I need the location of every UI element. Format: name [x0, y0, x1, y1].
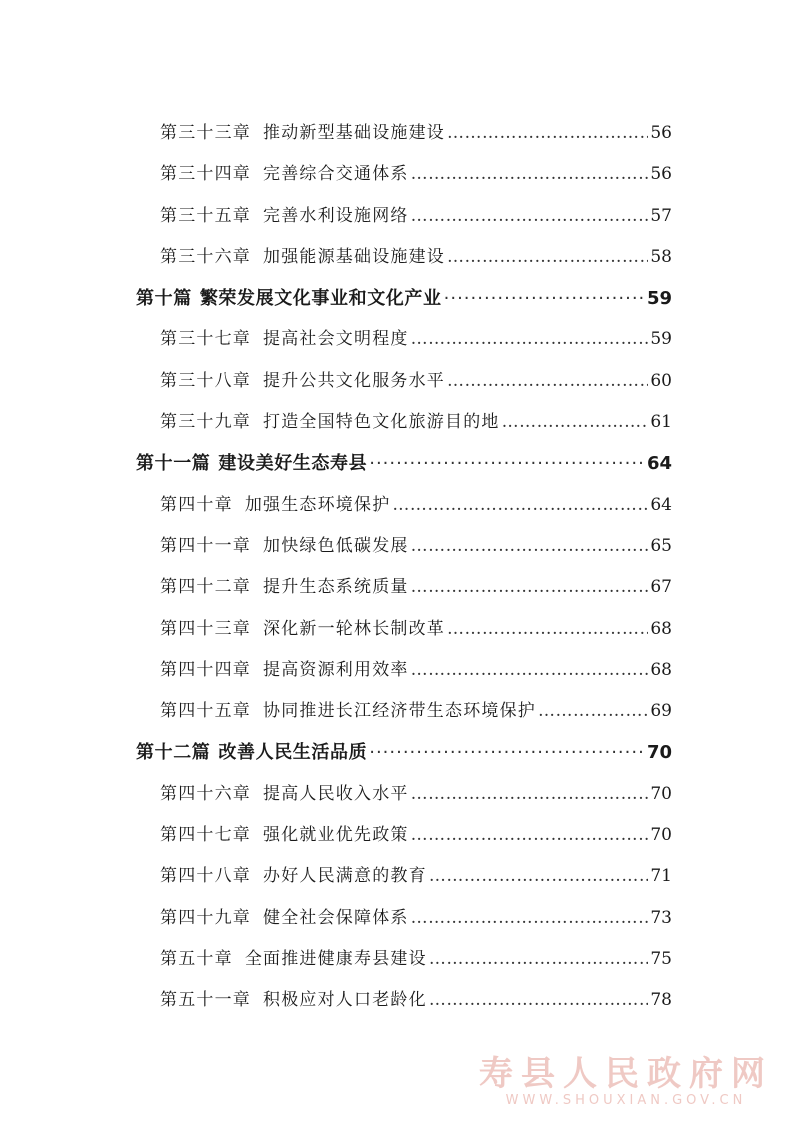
- toc-entry-title: 加强能源基础设施建设: [263, 246, 445, 267]
- toc-entry-title: 推动新型基础设施建设: [263, 123, 445, 143]
- toc-entry-number: 第四十五章: [160, 701, 251, 722]
- dot-leader: [411, 774, 649, 815]
- toc-chapter-entry: [0, 402, 672, 443]
- toc-entry-title: 完善综合交通体系: [263, 164, 409, 185]
- toc-chapter-entry: [0, 567, 672, 608]
- toc-chapter-entry: [0, 856, 672, 897]
- toc-entry-number: 第十二篇: [136, 742, 211, 764]
- toc-chapter-entry: [0, 113, 672, 154]
- toc-part-entry: [0, 278, 672, 319]
- toc-entry-number: 第三十五章: [160, 205, 251, 226]
- dot-leader: [369, 443, 645, 484]
- toc-entry-number: 第四十七章: [160, 825, 251, 846]
- dot-leader: [429, 856, 649, 897]
- toc-entry-number: 第三十七章: [160, 329, 251, 350]
- toc-entry-title: 深化新一轮林长制改革: [263, 618, 445, 639]
- toc-entry-title: 繁荣发展文化事业和文化产业: [199, 288, 442, 310]
- toc-entry-title: 改善人民生活品质: [218, 742, 368, 764]
- toc-chapter-entry: [0, 939, 672, 980]
- dot-leader: [444, 278, 645, 319]
- toc-entry-number: 第三十三章: [160, 123, 251, 143]
- toc-entry-title: 协同推进长江经济带生态环境保护: [263, 701, 536, 722]
- toc-entry-number: 第四十四章: [160, 659, 251, 680]
- toc-entry-page-number: 65: [650, 535, 672, 556]
- toc-entry-page-number: 71: [650, 866, 672, 887]
- toc-chapter-entry: [0, 237, 672, 278]
- dot-leader: [411, 898, 649, 939]
- toc-entry-title: 加强生态环境保护: [244, 494, 391, 515]
- toc-entry-page-number: 68: [650, 618, 672, 639]
- toc-entry-page-number: 78: [650, 990, 672, 1011]
- toc-entry-number: 第三十四章: [160, 164, 251, 185]
- toc-entry-number: 第四十三章: [160, 618, 251, 639]
- toc-entry-page-number: 68: [650, 659, 672, 680]
- toc-entry-page-number: 59: [646, 288, 672, 310]
- toc-chapter-entry: [0, 691, 672, 732]
- toc-entry-page-number: 57: [650, 205, 672, 226]
- toc-chapter-entry: [0, 154, 672, 195]
- toc-entry-title: 加快绿色低碳发展: [263, 535, 409, 556]
- toc-entry-number: 第十一篇: [136, 453, 211, 475]
- toc-entry-number: 第四十二章: [160, 577, 251, 598]
- toc-chapter-entry: [0, 361, 672, 402]
- toc-entry-number: 第三十八章: [160, 370, 251, 391]
- toc-entry-page-number: 56: [650, 164, 672, 185]
- toc-entry-title: 提升公共文化服务水平: [263, 370, 445, 391]
- toc-chapter-entry: [0, 609, 672, 650]
- dot-leader: [411, 526, 649, 567]
- toc-entry-page-number: 60: [650, 370, 672, 391]
- dot-leader: [411, 196, 649, 237]
- toc-entry-page-number: 67: [650, 577, 672, 598]
- toc-entry-title: 提高人民收入水平: [263, 783, 409, 804]
- dot-leader: [411, 319, 649, 360]
- toc-entry-title: 提高社会文明程度: [263, 329, 409, 350]
- toc-entry-number: 第四十八章: [160, 866, 251, 887]
- watermark-logo: [479, 1046, 773, 1108]
- toc-entry-title: 积极应对人口老龄化: [263, 990, 427, 1011]
- toc-chapter-entry: [0, 980, 672, 1021]
- toc-chapter-entry: [0, 774, 672, 815]
- dot-leader: [392, 485, 648, 526]
- toc-chapter-entry: [0, 815, 672, 856]
- toc-entry-title: 打造全国特色文化旅游目的地: [263, 412, 500, 433]
- toc-entry-number: 第十篇: [136, 288, 192, 310]
- toc-part-entry: [0, 443, 672, 484]
- toc-chapter-entry: [0, 526, 672, 567]
- toc-entry-page-number: 70: [650, 825, 672, 846]
- toc-entry-title: 健全社会保障体系: [263, 907, 409, 928]
- dot-leader: [411, 567, 649, 608]
- toc-entry-page-number: 56: [650, 123, 672, 143]
- dot-leader: [447, 609, 648, 650]
- toc-entry-title: 提升生态系统质量: [263, 577, 409, 598]
- toc-entry-number: 第四十六章: [160, 783, 251, 804]
- toc-chapter-entry: [0, 319, 672, 360]
- toc-entry-number: 第四十一章: [160, 535, 251, 556]
- toc-entry-number: 第四十九章: [160, 907, 251, 928]
- dot-leader: [447, 361, 648, 402]
- toc-part-entry: [0, 732, 672, 773]
- toc-entry-page-number: 64: [650, 494, 672, 515]
- toc-entry-number: 第五十章: [160, 948, 233, 969]
- dot-leader: [411, 815, 649, 856]
- dot-leader: [369, 732, 645, 773]
- toc-entry-number: 第三十六章: [160, 246, 251, 267]
- toc-entry-title: 提高资源利用效率: [263, 659, 409, 680]
- toc-entry-page-number: 73: [650, 907, 672, 928]
- toc-chapter-entry: [0, 650, 672, 691]
- toc-entry-page-number: 70: [646, 742, 672, 764]
- dot-leader: [502, 402, 649, 443]
- dot-leader: [447, 113, 648, 154]
- toc-entry-page-number: 69: [650, 701, 672, 722]
- toc-entry-title: 办好人民满意的教育: [263, 866, 427, 887]
- toc-chapter-entry: [0, 196, 672, 237]
- toc-entry-page-number: 70: [650, 783, 672, 804]
- toc-entry-page-number: 59: [650, 329, 672, 350]
- dot-leader: [429, 980, 649, 1021]
- dot-leader: [429, 939, 649, 980]
- dot-leader: [411, 650, 649, 691]
- toc-entry-title: 建设美好生态寿县: [218, 453, 368, 475]
- toc-entry-number: 第四十章: [160, 494, 233, 515]
- toc-chapter-entry: [0, 485, 672, 526]
- toc-entry-page-number: 61: [650, 412, 672, 433]
- toc-entry-page-number: 64: [646, 453, 672, 475]
- watermark-url: WWW.SHOUXIAN.GOV.CN: [505, 1093, 747, 1108]
- dot-leader: [447, 237, 648, 278]
- toc-entry-title: 全面推进健康寿县建设: [244, 948, 427, 969]
- toc-entry-page-number: 58: [650, 246, 672, 267]
- dot-leader: [538, 691, 648, 732]
- toc-entry-number: 第五十一章: [160, 990, 251, 1011]
- toc-entry-title: 强化就业优先政策: [263, 825, 409, 846]
- watermark-title: 寿县人民政府网: [479, 1054, 773, 1094]
- toc-entry-title: 完善水利设施网络: [263, 205, 409, 226]
- toc-chapter-entry: [0, 898, 672, 939]
- toc-entry-page-number: 75: [650, 948, 672, 969]
- table-of-contents: [0, 113, 793, 1022]
- toc-entry-number: 第三十九章: [160, 412, 251, 433]
- dot-leader: [411, 154, 649, 195]
